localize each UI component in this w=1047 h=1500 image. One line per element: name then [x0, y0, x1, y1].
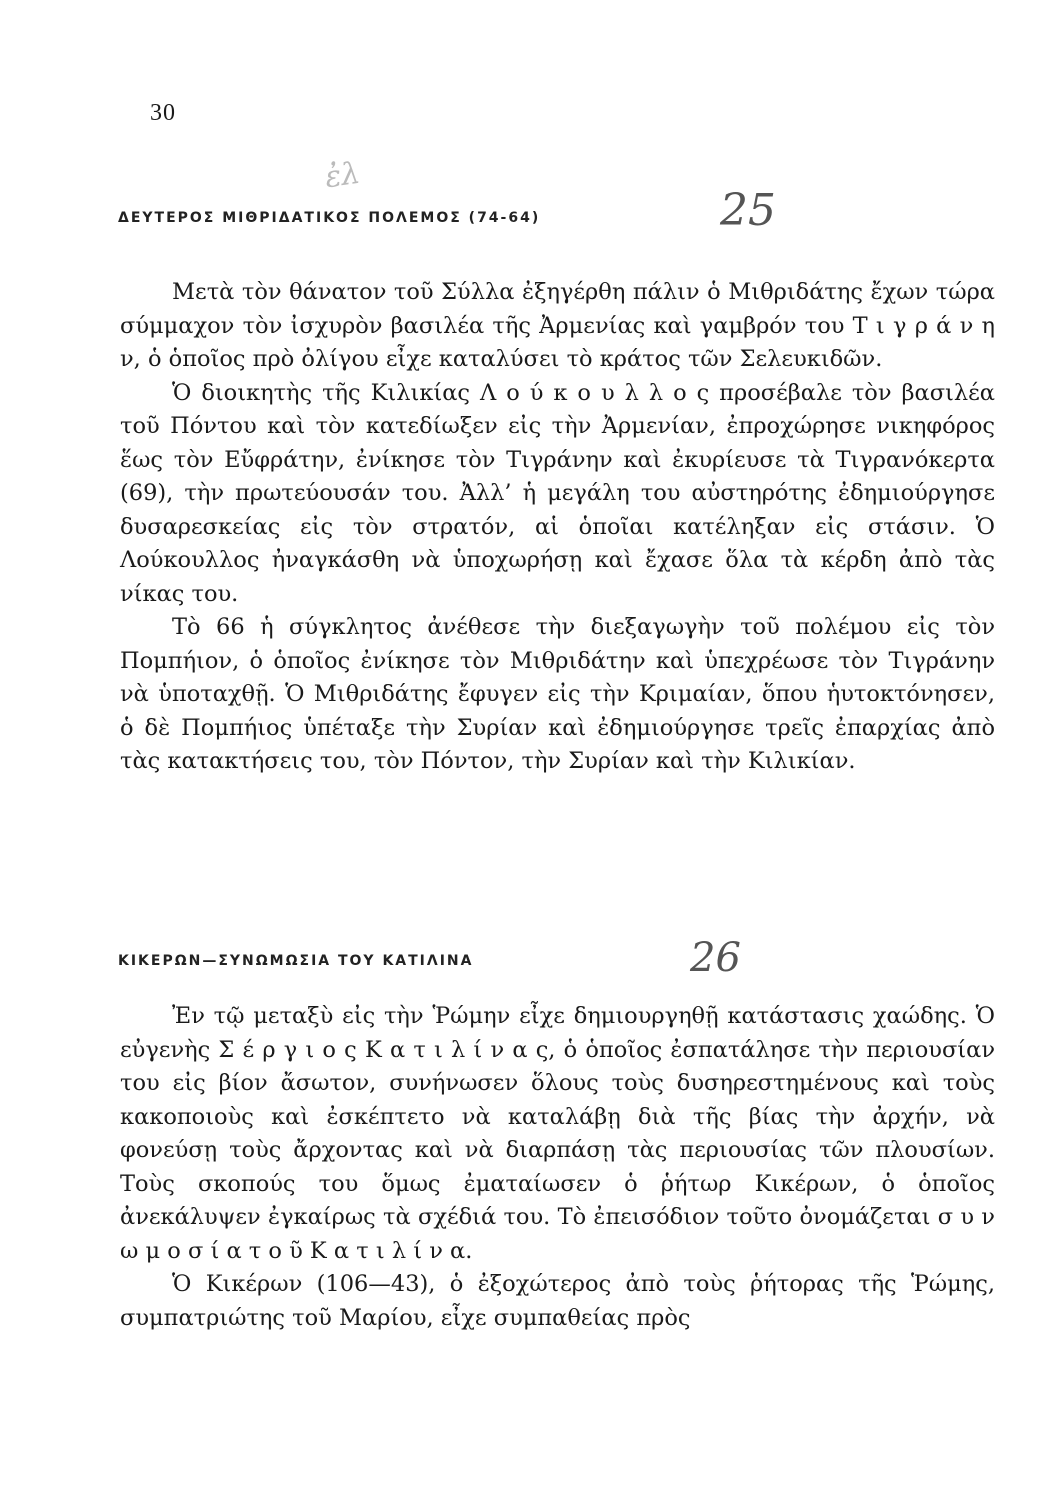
section-heading: ΚΙΚΕΡΩΝ—ΣΥΝΩΜΩΣΙΑ ΤΟΥ ΚΑΤΙΛΙΝΑ: [118, 953, 474, 969]
paragraph: Ἐν τῷ μεταξὺ εἰς τὴν Ῥώμην εἶχε δημιουργηθῇ κατάστασις χαώδης. Ὁ εὐγενὴς Σ έ ρ γ ι ο ς Κ α τ ι λ ί ν α ς, ὁ ὁποῖος ἐσπατάλησε τὴν περιουσίαν του εἰς βίον ἄσωτον, συνήνωσεν ὅλους τοὺς δυσηρεστημένους καὶ τοὺς κακοποιοὺς καὶ ἐσκέπτετο νὰ καταλάβῃ διὰ τῆς βίας τὴν ἀρχήν, νὰ φονεύσῃ τοὺς ἄρχοντας καὶ νὰ διαρπάσῃ τὰς περιουσίας τῶν πλουσίων. Τοὺς σκοπούς του ὅμως ἐματαίωσεν ὁ ῥήτωρ Κικέρων, ὁ ὁποῖος ἀνεκάλυψεν ἐγκαίρως τὰ σχέδιά του. Τὸ ἐπεισόδιον τοῦτο ὀνομάζεται σ υ ν ω μ ο σ ί α τ ο ῦ Κ α τ ι λ ί ν α.: [120, 1003, 995, 1264]
handwritten-section-number: 26: [690, 935, 741, 981]
paragraph: Ὁ Κικέρων (106—43), ὁ ἐξοχώτερος ἀπὸ τοὺς ῥήτορας τῆς Ῥώμης, συμπατριώτης τοῦ Μαρίου, εἶχε συμπαθείας πρὸς: [120, 1271, 995, 1331]
page-number: 30: [150, 100, 176, 126]
section-heading: ΔΕΥΤΕΡΟΣ ΜΙΘΡΙΔΑΤΙΚΟΣ ΠΟΛΕΜΟΣ (74-64): [118, 210, 541, 226]
paragraph: Μετὰ τὸν θάνατον τοῦ Σύλλα ἐξηγέρθη πάλιν ὁ Μιθριδάτης ἔχων τώρα σύμμαχον τὸν ἰσχυρὸν βασιλέα τῆς Ἀρμενίας καὶ γαμβρόν του Τ ι γ ρ ά ν η ν, ὁ ὁποῖος πρὸ ὀλίγου εἶχε καταλύσει τὸ κράτος τῶν Σελευκιδῶν.: [120, 279, 995, 372]
paragraph: Τὸ 66 ἡ σύγκλητος ἀνέθεσε τὴν διεξαγωγὴν τοῦ πολέμου εἰς τὸν Πομπήιον, ὁ ὁποῖος ἐνίκησε τὸν Μιθριδάτην καὶ ὑπεχρέωσε τὸν Τιγράνην νὰ ὑποταχθῇ. Ὁ Μιθριδάτης ἔφυγεν εἰς τὴν Κριμαίαν, ὅπου ἡυτοκτόνησεν, ὁ δὲ Πομπήιος ὑπέταξε τὴν Συρίαν καὶ ἐδημιούργησε τρεῖς ἐπαρχίας ἀπὸ τὰς κατακτήσεις του, τὸν Πόντον, τὴν Συρίαν καὶ τὴν Κιλικίαν.: [120, 614, 995, 774]
faint-handwritten-mark: ἐλ: [322, 155, 363, 196]
section-body: [120, 1000, 995, 1335]
paragraph: Ὁ διοικητὴς τῆς Κιλικίας Λ ο ύ κ ο υ λ λ ο ς προσέβαλε τὸν βασιλέα τοῦ Πόντου καὶ τὸν κατεδίωξεν εἰς τὴν Ἀρμενίαν, ἐπροχώρησε νικηφόρος ἕως τὸν Εὔφράτην, ἐνίκησε τὸν Τιγράνην καὶ ἐκυρίευσε τὰ Τιγρανόκερτα (69), τὴν πρωτεύουσάν του. Ἀλλ’ ἡ μεγάλη του αὐστηρότης ἐδημιούργησε δυσαρεσκείας εἰς τὸν στρατόν, αἱ ὁποῖαι κατέληξαν εἰς στάσιν. Ὁ Λούκουλλος ἠναγκάσθη νὰ ὑποχωρήσῃ καὶ ἔχασε ὅλα τὰ κέρδη ἀπὸ τὰς νίκας του.: [120, 379, 995, 607]
handwritten-section-number: 25: [720, 185, 776, 236]
section-body: [120, 276, 995, 779]
